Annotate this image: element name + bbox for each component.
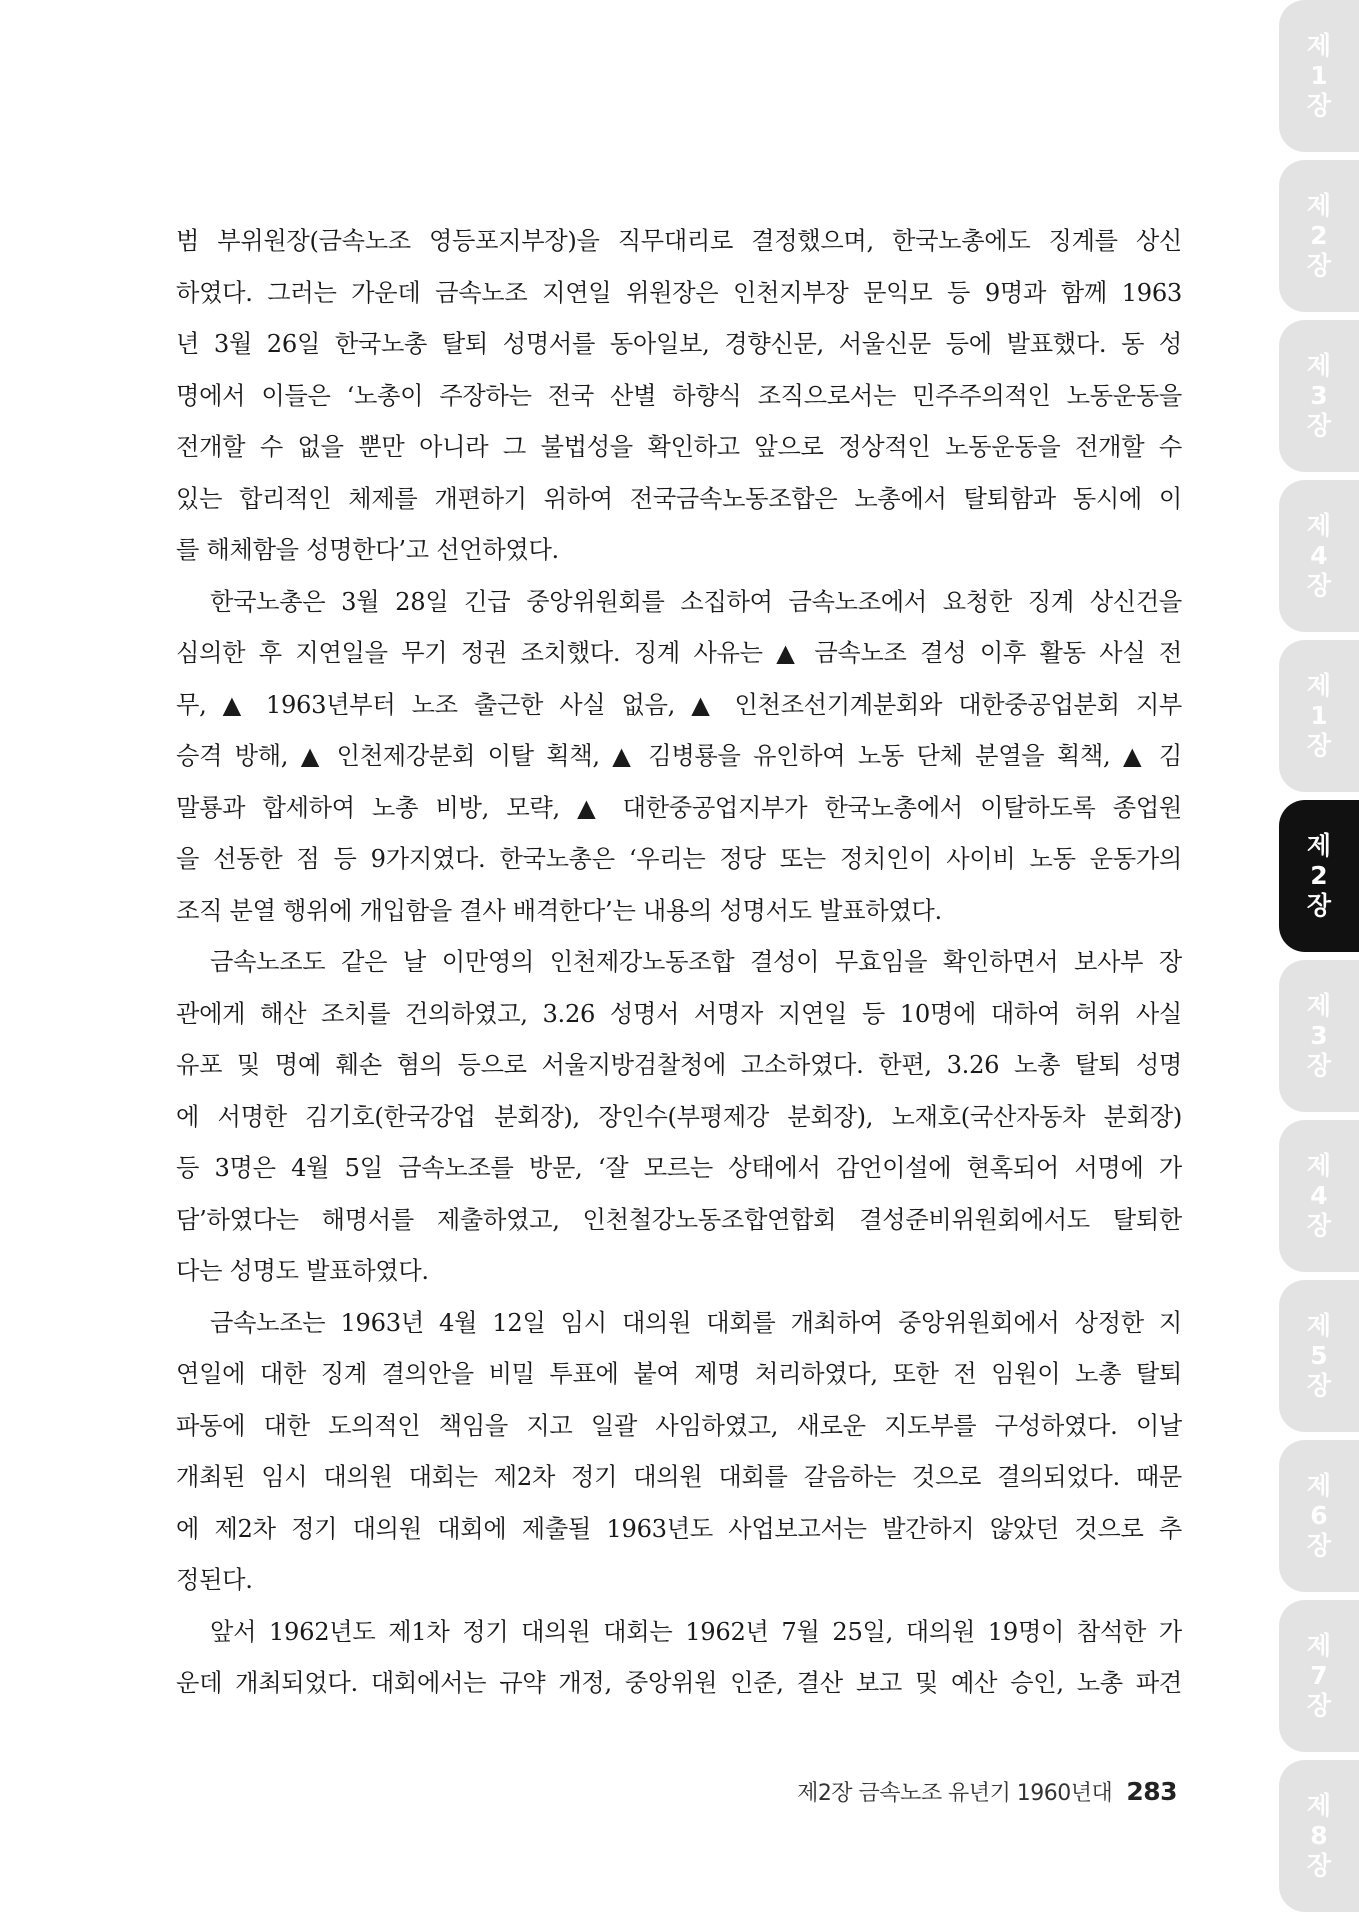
tab-label-char: 1 (1310, 701, 1328, 730)
tab-label-char: 장 (1306, 1531, 1332, 1560)
tab-label-char: 4 (1310, 541, 1328, 570)
chapter-tab[interactable] (1279, 1600, 1359, 1752)
tab-label-char: 7 (1310, 1661, 1328, 1690)
tab-label-char: 제 (1306, 1151, 1332, 1180)
tab-label-char: 제 (1306, 511, 1332, 540)
tab-label-char: 장 (1306, 1051, 1332, 1080)
text-line: 를 해체함을 성명한다’고 선언하였다. (176, 536, 559, 564)
tab-label-char: 장 (1306, 731, 1332, 760)
paragraph (176, 577, 1182, 938)
tab-label-char: 장 (1306, 1371, 1332, 1400)
text-line: 조직 분열 행위에 개입함을 결사 배격한다’는 내용의 성명서도 발표하였다. (176, 896, 942, 925)
text-line: 관에게 해산 조치를 건의하였고, 3.26 성명서 서명자 지연일 등 10명에 대하여 허위 사실 (176, 999, 1182, 1028)
tab-label-char: 제 (1306, 831, 1332, 860)
tab-label-char: 제 (1306, 671, 1332, 700)
text-line: 에 서명한 김기호(한국강업 분회장), 장인수(부평제강 분회장), 노재호(국산자동차 분회장) (176, 1102, 1182, 1131)
tab-label-char: 2 (1310, 861, 1328, 890)
text-line: 을 선동한 점 등 9가지였다. 한국노총은 ‘우리는 정당 또는 정치인이 사이비 노동 운동가의 (176, 845, 1182, 873)
paragraph (176, 216, 1182, 577)
tab-label-char: 제 (1306, 1791, 1332, 1820)
tab-label-char: 장 (1306, 411, 1332, 440)
tab-label-char: 5 (1310, 1341, 1328, 1370)
chapter-tab[interactable] (1279, 1280, 1359, 1432)
text-line: 심의한 후 지연일을 무기 정권 조치했다. 징계 사유는 ▲ 금속노조 결성 이후 활동 사실 전 (176, 639, 1182, 667)
text-line: 앞서 1962년도 제1차 정기 대의원 대회는 1962년 7월 25일, 대의원 19명이 참석한 가 (210, 1617, 1182, 1646)
text-line: 년 3월 26일 한국노총 탈퇴 성명서를 동아일보, 경향신문, 서울신문 등에 발표했다. 동 성 (176, 330, 1182, 358)
text-line: 전개할 수 없을 뿐만 아니라 그 불법성을 확인하고 앞으로 정상적인 노동운동을 전개할 수 (176, 433, 1182, 461)
text-line: 하였다. 그러는 가운데 금속노조 지연일 위원장은 인천지부장 문익모 등 9명과 함께 1963 (176, 278, 1182, 307)
tab-label-char: 장 (1306, 891, 1332, 920)
text-line: 승격 방해, ▲ 인천제강분회 이탈 획책, ▲ 김병룡을 유인하여 노동 단체 분열을 획책, ▲ 김 (176, 742, 1182, 770)
tab-label-char: 2 (1310, 221, 1328, 250)
tab-label-char: 6 (1310, 1501, 1328, 1530)
chapter-tab[interactable] (1279, 160, 1359, 312)
text-line: 유포 및 명예 훼손 혐의 등으로 서울지방검찰청에 고소하였다. 한편, 3.26 노총 탈퇴 성명 (176, 1051, 1182, 1079)
tab-label-char: 장 (1306, 1691, 1332, 1720)
text-line: 무, ▲ 1963년부터 노조 출근한 사실 없음, ▲ 인천조선기계분회와 대한중공업분회 지부 (176, 690, 1182, 719)
tab-label-char: 3 (1310, 1021, 1328, 1050)
paragraph (176, 937, 1182, 1298)
tab-label-char: 제 (1306, 351, 1332, 380)
body-text (176, 216, 1182, 1710)
running-title: 제2장 금속노조 유년기 1960년대 (797, 1781, 1113, 1806)
text-line: 운데 개최되었다. 대회에서는 규약 개정, 중앙위원 인준, 결산 보고 및 예산 승인, 노총 파견 (176, 1669, 1182, 1697)
text-line: 있는 합리적인 체제를 개편하기 위하여 전국금속노동조합은 노총에서 탈퇴함과 동시에 이 (176, 484, 1182, 513)
tab-label-char: 제 (1306, 1471, 1332, 1500)
text-line: 개최된 임시 대의원 대회는 제2차 정기 대의원 대회를 갈음하는 것으로 결의되었다. 때문 (176, 1463, 1182, 1491)
chapter-tab[interactable] (1279, 320, 1359, 472)
text-line: 말룡과 합세하여 노총 비방, 모략, ▲ 대한중공업지부가 한국노총에서 이탈하도록 종업원 (176, 793, 1182, 822)
tab-label-char: 장 (1306, 91, 1332, 120)
chapter-tab[interactable] (1279, 640, 1359, 792)
text-line: 한국노총은 3월 28일 긴급 중앙위원회를 소집하여 금속노조에서 요청한 징계 상신건을 (210, 587, 1182, 616)
text-line: 에 제2차 정기 대의원 대회에 제출될 1963년도 사업보고서는 발간하지 않았던 것으로 추 (176, 1514, 1182, 1543)
text-line: 금속노조도 같은 날 이만영의 인천제강노동조합 결성이 무효임을 확인하면서 보사부 장 (210, 948, 1182, 976)
chapter-tabs (1279, 0, 1359, 1920)
text-line: 다는 성명도 발표하였다. (176, 1257, 429, 1285)
tab-label-char: 장 (1306, 1211, 1332, 1240)
text-line: 연일에 대한 징계 결의안을 비밀 투표에 붙여 제명 처리하였다, 또한 전 임원이 노총 탈퇴 (176, 1360, 1182, 1388)
page-footer (797, 1776, 1177, 1812)
tab-label-char: 장 (1306, 571, 1332, 600)
tab-label-char: 장 (1306, 251, 1332, 280)
tab-label-char: 제 (1306, 991, 1332, 1020)
chapter-tab[interactable] (1279, 960, 1359, 1112)
text-line: 정된다. (176, 1566, 253, 1594)
paragraph (176, 1607, 1182, 1710)
chapter-tab[interactable] (1279, 1760, 1359, 1912)
tab-label-char: 1 (1310, 61, 1328, 90)
text-line: 담’하였다는 해명서를 제출하였고, 인천철강노동조합연합회 결성준비위원회에서도 탈퇴한 (176, 1205, 1182, 1234)
tab-label-char: 제 (1306, 191, 1332, 220)
chapter-tab[interactable] (1279, 480, 1359, 632)
chapter-tab[interactable] (1279, 1120, 1359, 1272)
text-line: 금속노조는 1963년 4월 12일 임시 대의원 대회를 개최하여 중앙위원회에서 상정한 지 (210, 1308, 1182, 1337)
tab-label-char: 8 (1310, 1821, 1328, 1850)
chapter-tab-active[interactable] (1279, 800, 1359, 952)
text-line: 범 부위원장(금속노조 영등포지부장)을 직무대리로 결정했으며, 한국노총에도 징계를 상신 (176, 227, 1182, 255)
tab-label-char: 제 (1306, 31, 1332, 60)
text-line: 명에서 이들은 ‘노총이 주장하는 전국 산별 하향식 조직으로서는 민주주의적인 노동운동을 (176, 381, 1182, 410)
tab-label-char: 장 (1306, 1851, 1332, 1880)
tab-label-char: 제 (1306, 1311, 1332, 1340)
text-line: 파동에 대한 도의적인 책임을 지고 일괄 사임하였고, 새로운 지도부를 구성하였다. 이날 (176, 1411, 1182, 1440)
tab-label-char: 3 (1310, 381, 1328, 410)
text-line: 등 3명은 4월 5일 금속노조를 방문, ‘잘 모르는 상태에서 감언이설에 현혹되어 서명에 가 (176, 1154, 1182, 1182)
chapter-tab[interactable] (1279, 0, 1359, 152)
paragraph (176, 1298, 1182, 1607)
chapter-tab[interactable] (1279, 1440, 1359, 1592)
tab-label-char: 4 (1310, 1181, 1328, 1210)
page-number: 283 (1126, 1777, 1177, 1806)
tab-label-char: 제 (1306, 1631, 1332, 1660)
